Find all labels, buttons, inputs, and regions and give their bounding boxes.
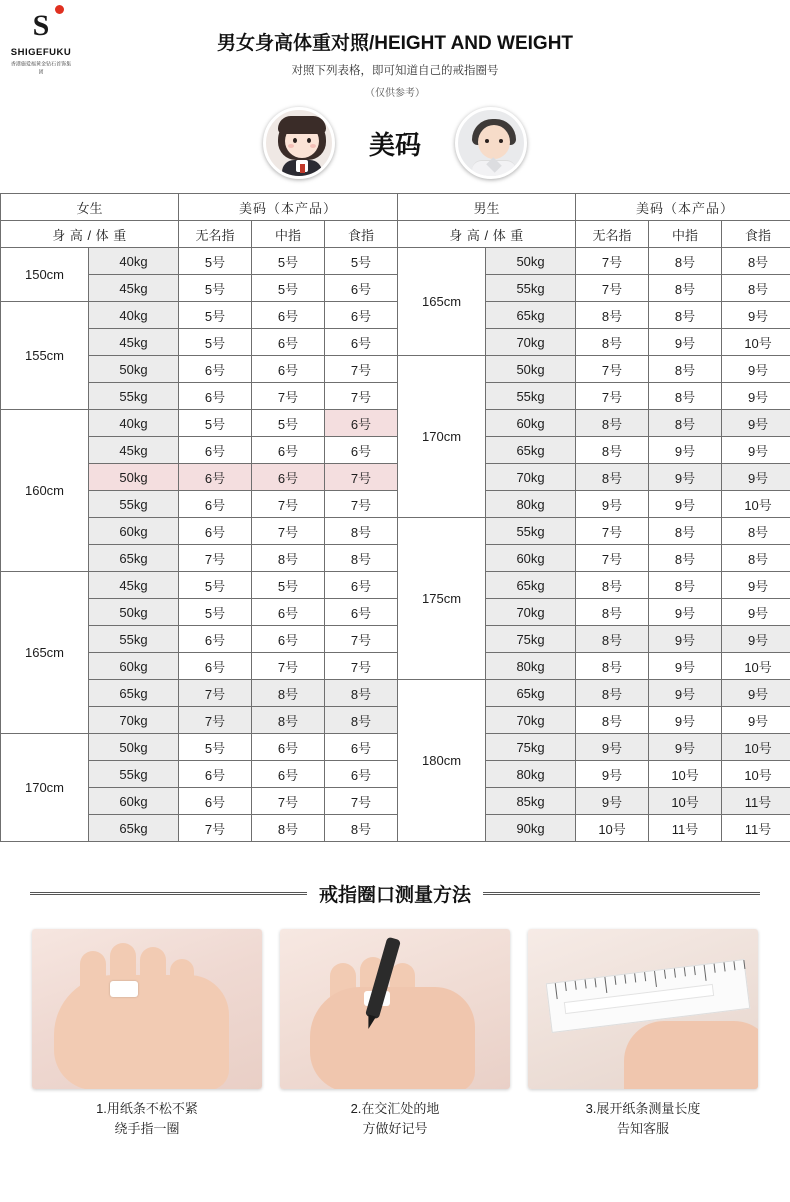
divider-right <box>483 892 760 895</box>
female-weight-cell: 60kg <box>89 653 179 680</box>
female-weight-cell: 40kg <box>89 410 179 437</box>
male-ring-size-cell: 9号 <box>576 734 649 761</box>
male-weight-cell: 65kg <box>486 302 576 329</box>
female-weight-cell: 65kg <box>89 545 179 572</box>
female-weight-cell: 50kg <box>89 464 179 491</box>
col-index-finger-f: 食指 <box>325 221 398 248</box>
ruler-tick <box>614 976 616 985</box>
ruler-tick <box>565 982 567 991</box>
female-weight-cell: 65kg <box>89 815 179 842</box>
female-ring-size-cell: 6号 <box>252 329 325 356</box>
page-subtitle: 对照下列表格，即可知道自己的戒指圈号 <box>291 65 499 77</box>
female-ring-size-cell: 8号 <box>252 545 325 572</box>
page-note: （仅供参考） <box>365 88 425 99</box>
male-ring-size-cell: 8号 <box>722 248 790 275</box>
table-row <box>1 788 790 815</box>
male-weight-cell: 65kg <box>486 572 576 599</box>
female-ring-size-cell: 7号 <box>179 707 252 734</box>
table-row <box>1 680 790 707</box>
male-ring-size-cell: 8号 <box>576 707 649 734</box>
ruler-tick <box>694 966 696 975</box>
step-3-photo <box>528 929 758 1089</box>
male-ring-size-cell: 9号 <box>722 572 790 599</box>
table-row <box>1 437 790 464</box>
male-ring-size-cell: 8号 <box>576 302 649 329</box>
step-1-caption: 1.用纸条不松不紧 绕手指一圈 <box>96 1101 198 1137</box>
male-product-header: 美码（本产品） <box>576 194 790 221</box>
ruler-tick <box>624 975 626 984</box>
divider-left <box>30 892 307 895</box>
male-ring-size-cell: 8号 <box>722 518 790 545</box>
female-ring-size-cell: 6号 <box>179 383 252 410</box>
male-ring-size-cell: 8号 <box>722 275 790 302</box>
male-weight-cell: 50kg <box>486 356 576 383</box>
male-height-cell: 170cm <box>398 356 486 518</box>
female-weight-cell: 55kg <box>89 383 179 410</box>
female-ring-size-cell: 6号 <box>252 437 325 464</box>
ruler-tick <box>644 972 646 981</box>
male-height-cell: 180cm <box>398 680 486 842</box>
table-row <box>1 572 790 599</box>
female-weight-cell: 50kg <box>89 356 179 383</box>
male-ring-size-cell: 9号 <box>722 626 790 653</box>
ruler-tick <box>654 971 657 987</box>
female-weight-cell: 45kg <box>89 329 179 356</box>
male-ring-size-cell: 7号 <box>576 518 649 545</box>
male-weight-cell: 60kg <box>486 410 576 437</box>
female-ring-size-cell: 5号 <box>179 734 252 761</box>
female-ring-size-cell: 5号 <box>179 329 252 356</box>
male-ring-size-cell: 7号 <box>576 248 649 275</box>
brand-subtitle: 香港施爱福黄金钻石首饰集团 <box>10 61 72 76</box>
ruler-tick <box>714 964 716 973</box>
male-ring-size-cell: 8号 <box>649 356 722 383</box>
male-ring-size-cell: 8号 <box>649 302 722 329</box>
male-weight-cell: 55kg <box>486 383 576 410</box>
male-ring-size-cell: 8号 <box>576 572 649 599</box>
male-ring-size-cell: 8号 <box>576 626 649 653</box>
col-ring-finger-f: 无名指 <box>179 221 252 248</box>
ruler-tick <box>585 979 587 988</box>
female-ring-size-cell: 5号 <box>325 248 398 275</box>
table-row <box>1 599 790 626</box>
male-weight-cell: 70kg <box>486 329 576 356</box>
male-height-cell: 165cm <box>398 248 486 356</box>
female-ring-size-cell: 6号 <box>325 329 398 356</box>
male-ring-size-cell: 10号 <box>649 788 722 815</box>
male-ring-size-cell: 8号 <box>649 275 722 302</box>
female-weight-cell: 55kg <box>89 761 179 788</box>
female-ring-size-cell: 5号 <box>179 599 252 626</box>
male-ring-size-cell: 7号 <box>576 545 649 572</box>
female-ring-size-cell: 6号 <box>179 518 252 545</box>
male-ring-size-cell: 9号 <box>722 599 790 626</box>
col-middle-finger-m: 中指 <box>649 221 722 248</box>
male-ring-size-cell: 8号 <box>576 410 649 437</box>
male-ring-size-cell: 7号 <box>576 356 649 383</box>
male-weight-cell: 70kg <box>486 464 576 491</box>
male-weight-cell: 80kg <box>486 491 576 518</box>
female-ring-size-cell: 7号 <box>325 464 398 491</box>
size-chart-table <box>0 193 790 842</box>
ruler-tick <box>723 962 725 971</box>
table-body <box>1 248 790 842</box>
female-ring-size-cell: 8号 <box>252 707 325 734</box>
table-row <box>1 491 790 518</box>
female-ring-size-cell: 6号 <box>179 464 252 491</box>
male-ring-size-cell: 9号 <box>649 653 722 680</box>
male-ring-size-cell: 8号 <box>576 329 649 356</box>
female-height-cell: 170cm <box>1 734 89 842</box>
logo-letter: S <box>32 9 50 42</box>
female-weight-cell: 55kg <box>89 626 179 653</box>
female-weight-cell: 40kg <box>89 248 179 275</box>
col-middle-finger-f: 中指 <box>252 221 325 248</box>
col-index-finger-m: 食指 <box>722 221 790 248</box>
table-row <box>1 356 790 383</box>
measure-step-1 <box>32 929 262 1139</box>
male-weight-cell: 55kg <box>486 275 576 302</box>
measure-step-3 <box>528 929 758 1139</box>
table-row <box>1 464 790 491</box>
male-ring-size-cell: 9号 <box>722 707 790 734</box>
ruler-tick <box>664 970 666 979</box>
female-ring-size-cell: 8号 <box>325 707 398 734</box>
female-weight-cell: 65kg <box>89 680 179 707</box>
male-ring-size-cell: 9号 <box>649 734 722 761</box>
female-ring-size-cell: 5号 <box>179 248 252 275</box>
female-ring-size-cell: 7号 <box>252 788 325 815</box>
female-weight-cell: 60kg <box>89 518 179 545</box>
female-ring-size-cell: 7号 <box>252 653 325 680</box>
ruler-tick <box>674 969 676 978</box>
female-ring-size-cell: 6号 <box>252 356 325 383</box>
female-ring-size-cell: 6号 <box>325 275 398 302</box>
female-ring-size-cell: 6号 <box>252 302 325 329</box>
measure-title: 戒指圈口测量方法 <box>319 885 472 906</box>
female-ring-size-cell: 7号 <box>325 653 398 680</box>
male-ring-size-cell: 8号 <box>722 545 790 572</box>
col-ring-finger-m: 无名指 <box>576 221 649 248</box>
female-ring-size-cell: 8号 <box>252 680 325 707</box>
male-weight-cell: 55kg <box>486 518 576 545</box>
female-ring-size-cell: 6号 <box>325 599 398 626</box>
ruler-tick <box>575 981 577 990</box>
male-ring-size-cell: 9号 <box>649 464 722 491</box>
step-2-photo <box>280 929 510 1089</box>
male-ring-size-cell: 8号 <box>576 437 649 464</box>
female-height-cell: 150cm <box>1 248 89 302</box>
male-ring-size-cell: 8号 <box>576 653 649 680</box>
male-weight-cell: 70kg <box>486 707 576 734</box>
male-ring-size-cell: 9号 <box>722 464 790 491</box>
female-ring-size-cell: 7号 <box>179 815 252 842</box>
male-ring-size-cell: 9号 <box>649 626 722 653</box>
male-weight-cell: 50kg <box>486 248 576 275</box>
ruler-tick <box>594 978 596 987</box>
female-ring-size-cell: 7号 <box>325 383 398 410</box>
avatar-row <box>0 107 790 179</box>
logo-icon <box>21 6 61 46</box>
ruler-tick <box>555 983 558 999</box>
male-ring-size-cell: 8号 <box>649 572 722 599</box>
male-weight-cell: 60kg <box>486 545 576 572</box>
table-row <box>1 653 790 680</box>
female-ring-size-cell: 8号 <box>325 815 398 842</box>
table-header-row-1 <box>1 194 790 221</box>
page-title: 男女身高体重对照/HEIGHT AND WEIGHT <box>216 33 574 54</box>
ruler-tick <box>743 960 745 969</box>
female-height-cell: 155cm <box>1 302 89 410</box>
female-ring-size-cell: 8号 <box>325 680 398 707</box>
measure-section-header <box>0 880 790 907</box>
female-ring-size-cell: 7号 <box>252 491 325 518</box>
female-ring-size-cell: 6号 <box>179 788 252 815</box>
male-ring-size-cell: 9号 <box>722 437 790 464</box>
measure-step-2 <box>280 929 510 1139</box>
male-ring-size-cell: 11号 <box>722 788 790 815</box>
male-ring-size-cell: 7号 <box>576 383 649 410</box>
female-ring-size-cell: 5号 <box>179 302 252 329</box>
male-weight-cell: 65kg <box>486 680 576 707</box>
male-ring-size-cell: 10号 <box>722 329 790 356</box>
female-avatar-icon <box>263 107 335 179</box>
male-ring-size-cell: 8号 <box>649 383 722 410</box>
female-ring-size-cell: 6号 <box>325 437 398 464</box>
female-ring-size-cell: 6号 <box>325 572 398 599</box>
female-ring-size-cell: 6号 <box>252 626 325 653</box>
table-row <box>1 302 790 329</box>
male-ring-size-cell: 10号 <box>722 491 790 518</box>
male-ring-size-cell: 9号 <box>722 680 790 707</box>
ruler-tick <box>704 965 707 981</box>
male-ring-size-cell: 10号 <box>722 761 790 788</box>
female-ring-size-cell: 7号 <box>325 356 398 383</box>
male-weight-cell: 80kg <box>486 761 576 788</box>
female-weight-cell: 45kg <box>89 572 179 599</box>
table-row <box>1 275 790 302</box>
male-ring-size-cell: 9号 <box>722 302 790 329</box>
female-ring-size-cell: 5号 <box>252 410 325 437</box>
measure-steps <box>0 929 790 1139</box>
table-head <box>1 194 790 248</box>
step-2-caption: 2.在交汇处的地 方做好记号 <box>350 1101 440 1137</box>
female-weight-cell: 50kg <box>89 734 179 761</box>
female-ring-size-cell: 7号 <box>325 491 398 518</box>
male-ring-size-cell: 10号 <box>722 734 790 761</box>
female-ring-size-cell: 6号 <box>179 437 252 464</box>
female-ring-size-cell: 6号 <box>325 302 398 329</box>
female-ring-size-cell: 7号 <box>179 680 252 707</box>
male-ring-size-cell: 10号 <box>722 653 790 680</box>
female-ring-size-cell: 6号 <box>325 734 398 761</box>
female-ring-size-cell: 6号 <box>325 410 398 437</box>
female-height-cell: 160cm <box>1 410 89 572</box>
male-ring-size-cell: 8号 <box>649 545 722 572</box>
female-ring-size-cell: 7号 <box>325 788 398 815</box>
female-product-header: 美码（本产品） <box>179 194 398 221</box>
table-row <box>1 248 790 275</box>
ruler-tick <box>733 961 735 970</box>
female-ring-size-cell: 5号 <box>252 572 325 599</box>
male-ring-size-cell: 9号 <box>722 383 790 410</box>
brand-logo <box>8 6 74 76</box>
table-row <box>1 815 790 842</box>
female-ring-size-cell: 7号 <box>179 545 252 572</box>
male-ring-size-cell: 8号 <box>576 464 649 491</box>
female-ring-size-cell: 6号 <box>179 626 252 653</box>
male-ring-size-cell: 9号 <box>576 788 649 815</box>
male-ring-size-cell: 10号 <box>649 761 722 788</box>
table-row <box>1 410 790 437</box>
male-ring-size-cell: 11号 <box>722 815 790 842</box>
step-1-photo <box>32 929 262 1089</box>
male-ring-size-cell: 9号 <box>649 491 722 518</box>
male-header: 男生 <box>398 194 576 221</box>
male-weight-cell: 75kg <box>486 734 576 761</box>
male-ring-size-cell: 10号 <box>576 815 649 842</box>
female-ring-size-cell: 8号 <box>325 518 398 545</box>
male-weight-cell: 65kg <box>486 437 576 464</box>
female-ring-size-cell: 7号 <box>252 383 325 410</box>
male-ring-size-cell: 9号 <box>649 437 722 464</box>
female-ring-size-cell: 6号 <box>252 734 325 761</box>
male-weight-cell: 70kg <box>486 599 576 626</box>
female-weight-cell: 45kg <box>89 275 179 302</box>
female-ring-size-cell: 5号 <box>252 275 325 302</box>
male-weight-cell: 90kg <box>486 815 576 842</box>
female-weight-cell: 50kg <box>89 599 179 626</box>
female-weight-cell: 40kg <box>89 302 179 329</box>
page-header <box>0 0 790 179</box>
brand-name: SHIGEFUKU <box>10 47 72 58</box>
ruler-tick <box>604 977 607 993</box>
male-weight-cell: 85kg <box>486 788 576 815</box>
ruler-tick <box>634 973 636 982</box>
female-ring-size-cell: 5号 <box>179 275 252 302</box>
table-row <box>1 545 790 572</box>
table-row <box>1 383 790 410</box>
step-3-caption: 3.展开纸条测量长度 告知客服 <box>585 1101 701 1137</box>
male-ring-size-cell: 9号 <box>722 410 790 437</box>
table-row <box>1 707 790 734</box>
female-hw-header: 身 高 / 体 重 <box>1 221 179 248</box>
female-ring-size-cell: 6号 <box>179 761 252 788</box>
female-ring-size-cell: 5号 <box>252 248 325 275</box>
female-ring-size-cell: 7号 <box>252 518 325 545</box>
female-weight-cell: 45kg <box>89 437 179 464</box>
female-ring-size-cell: 6号 <box>252 464 325 491</box>
female-weight-cell: 55kg <box>89 491 179 518</box>
male-ring-size-cell: 8号 <box>576 599 649 626</box>
table-header-row-2 <box>1 221 790 248</box>
table-row <box>1 734 790 761</box>
male-ring-size-cell: 8号 <box>576 680 649 707</box>
logo-dot-icon <box>55 5 64 14</box>
size-system-label: 美码 <box>368 129 421 160</box>
female-ring-size-cell: 5号 <box>179 410 252 437</box>
male-ring-size-cell: 8号 <box>649 518 722 545</box>
female-weight-cell: 70kg <box>89 707 179 734</box>
female-ring-size-cell: 6号 <box>179 491 252 518</box>
male-weight-cell: 75kg <box>486 626 576 653</box>
male-ring-size-cell: 9号 <box>649 707 722 734</box>
male-ring-size-cell: 8号 <box>649 410 722 437</box>
male-ring-size-cell: 11号 <box>649 815 722 842</box>
ruler-tick <box>684 967 686 976</box>
male-hw-header: 身 高 / 体 重 <box>398 221 576 248</box>
female-ring-size-cell: 8号 <box>252 815 325 842</box>
male-ring-size-cell: 9号 <box>649 329 722 356</box>
female-ring-size-cell: 8号 <box>325 545 398 572</box>
female-ring-size-cell: 6号 <box>325 761 398 788</box>
male-avatar-icon <box>455 107 527 179</box>
female-ring-size-cell: 6号 <box>179 653 252 680</box>
table-row <box>1 518 790 545</box>
table-row <box>1 761 790 788</box>
male-ring-size-cell: 9号 <box>649 680 722 707</box>
female-ring-size-cell: 6号 <box>252 599 325 626</box>
female-height-cell: 165cm <box>1 572 89 734</box>
table-row <box>1 626 790 653</box>
female-ring-size-cell: 7号 <box>325 626 398 653</box>
male-ring-size-cell: 7号 <box>576 275 649 302</box>
female-weight-cell: 60kg <box>89 788 179 815</box>
male-weight-cell: 80kg <box>486 653 576 680</box>
female-ring-size-cell: 6号 <box>252 761 325 788</box>
female-header: 女生 <box>1 194 179 221</box>
male-ring-size-cell: 9号 <box>649 599 722 626</box>
male-height-cell: 175cm <box>398 518 486 680</box>
male-ring-size-cell: 9号 <box>576 491 649 518</box>
female-ring-size-cell: 6号 <box>179 356 252 383</box>
male-ring-size-cell: 9号 <box>722 356 790 383</box>
male-ring-size-cell: 9号 <box>576 761 649 788</box>
female-ring-size-cell: 5号 <box>179 572 252 599</box>
table-row <box>1 329 790 356</box>
male-ring-size-cell: 8号 <box>649 248 722 275</box>
